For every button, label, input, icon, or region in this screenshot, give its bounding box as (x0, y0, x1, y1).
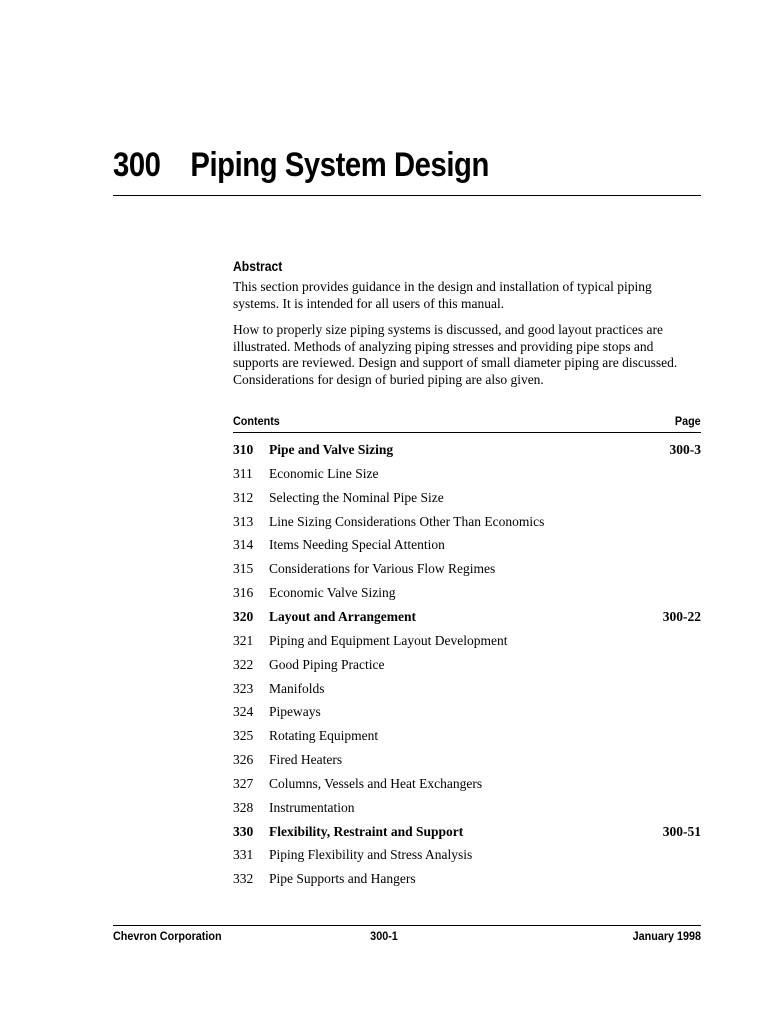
contents-divider (233, 432, 701, 433)
toc-title: Piping and Equipment Layout Development (269, 632, 508, 648)
toc-title: Economic Line Size (269, 465, 379, 481)
toc-title: Flexibility, Restraint and Support (269, 823, 464, 839)
toc-number: 316 (233, 585, 254, 601)
toc-subsection-row (233, 583, 701, 603)
toc-page: 300-51 (662, 823, 701, 839)
toc-number: 323 (233, 680, 254, 696)
toc-number: 332 (233, 871, 254, 887)
toc-page: 300-22 (662, 608, 701, 624)
abstract-paragraph-1: This section provides guidance in the design and installation of typical piping systems. It is intended for all users of this manual. (233, 279, 652, 311)
toc-title: Rotating Equipment (269, 728, 379, 744)
toc-title: Pipe and Valve Sizing (269, 442, 394, 457)
toc-title: Line Sizing Considerations Other Than Economics (269, 513, 545, 529)
toc-subsection-row (233, 869, 701, 889)
toc-section-row (233, 822, 701, 842)
toc-subsection-row (233, 488, 701, 508)
toc-number: 331 (233, 847, 254, 863)
toc-number: 327 (233, 775, 254, 791)
toc-subsection-row (233, 774, 701, 794)
toc-number: 311 (233, 465, 253, 481)
abstract-paragraph-2: How to properly size piping systems is discussed, and good layout practices are illustrated. Methods of analyzing piping stresses and providing pipe stops and supports are reviewed. Design and support of small diameter piping are discussed. Considerations for design of buried piping are also given. (233, 322, 678, 387)
footer-divider (113, 925, 701, 926)
toc-title: Piping Flexibility and Stress Analysis (269, 847, 473, 863)
toc-number: 315 (233, 561, 254, 577)
toc-subsection-row (233, 631, 701, 651)
toc-subsection-row (233, 798, 701, 818)
toc-title: Considerations for Various Flow Regimes (269, 561, 496, 577)
toc-number: 320 (233, 608, 254, 624)
toc-title: Pipeways (269, 704, 321, 720)
toc-title: Good Piping Practice (269, 656, 385, 672)
toc-title: Fired Heaters (269, 752, 343, 768)
toc-number: 310 (233, 442, 254, 457)
toc-number: 314 (233, 537, 254, 553)
toc-subsection-row (233, 655, 701, 675)
toc-number: 312 (233, 489, 254, 505)
toc-subsection-row (233, 845, 701, 865)
title-divider (113, 195, 701, 196)
toc-title: Economic Valve Sizing (269, 585, 396, 601)
footer-page-number: 300-1 (370, 929, 398, 943)
toc-subsection-row (233, 559, 701, 579)
toc-section-row (233, 440, 701, 460)
toc-number: 330 (233, 823, 254, 839)
toc-title: Pipe Supports and Hangers (269, 871, 416, 887)
toc-page: 300-3 (669, 442, 701, 457)
footer-date: January 1998 (632, 929, 701, 943)
toc-number: 313 (233, 513, 254, 529)
toc-title: Items Needing Special Attention (269, 537, 445, 553)
contents-label: Contents (233, 414, 280, 428)
page-column-label: Page (675, 414, 701, 428)
toc-number: 324 (233, 704, 254, 720)
toc-number: 321 (233, 632, 254, 648)
toc-subsection-row (233, 702, 701, 722)
toc-title: Instrumentation (269, 799, 355, 815)
abstract-heading: Abstract (233, 259, 283, 274)
toc-title: Layout and Arrangement (269, 608, 417, 624)
toc-subsection-row (233, 535, 701, 555)
section-title: Piping System Design (190, 146, 489, 184)
toc-title: Selecting the Nominal Pipe Size (269, 489, 444, 505)
toc-subsection-row (233, 726, 701, 746)
toc-subsection-row (233, 512, 701, 532)
toc-number: 326 (233, 752, 254, 768)
toc-subsection-row (233, 464, 701, 484)
toc-subsection-row (233, 750, 701, 770)
toc-section-row (233, 607, 701, 627)
footer-publisher: Chevron Corporation (113, 929, 222, 943)
section-number: 300 (113, 146, 161, 184)
toc-number: 322 (233, 656, 254, 672)
toc-number: 325 (233, 728, 254, 744)
toc-title: Columns, Vessels and Heat Exchangers (269, 775, 483, 791)
toc-subsection-row (233, 679, 701, 699)
toc-title: Manifolds (269, 680, 325, 696)
page-title (113, 146, 489, 185)
toc-number: 328 (233, 799, 254, 815)
